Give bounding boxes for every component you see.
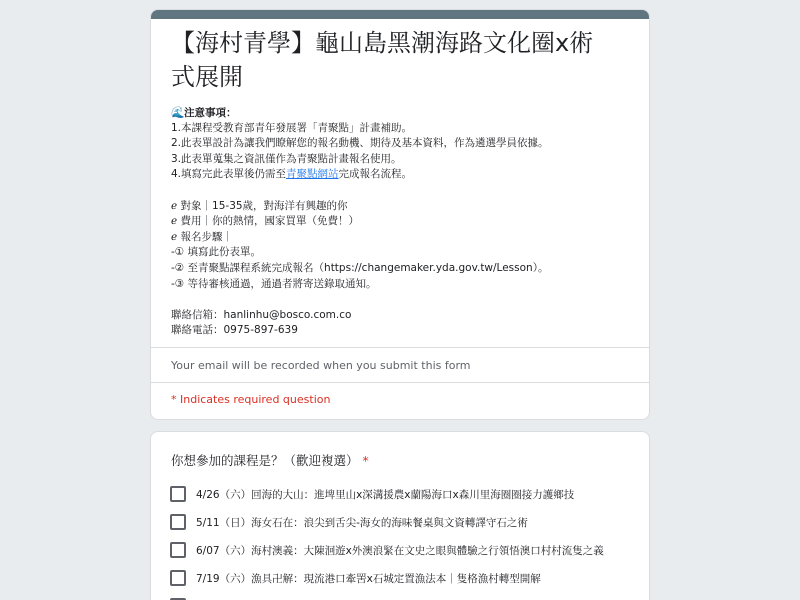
info-fee: ℯ 費用｜你的熱情，國家買單（免費！） [171, 215, 360, 228]
question-title [171, 451, 369, 469]
notice-item-2: 2.此表單設計為讓我們瞭解您的報名動機、期待及基本資料，作為遴選學員依據。 [171, 137, 549, 150]
info-steps-heading: ℯ 報名步驟｜ [171, 230, 234, 243]
notice-heading: 注意事項： [184, 107, 237, 119]
checkbox[interactable] [170, 542, 186, 558]
notice-item-4-suffix: 完成報名流程。 [338, 168, 413, 181]
notice-item-4 [171, 167, 631, 183]
course-option[interactable] [170, 512, 640, 532]
spacer [171, 292, 631, 308]
required-asterisk: * [362, 453, 369, 468]
course-option[interactable] [170, 484, 640, 504]
question-card [150, 431, 650, 600]
course-option[interactable] [170, 568, 640, 588]
contact-phone: 聯絡電話：0975-897-639 [171, 324, 298, 337]
checkbox[interactable] [170, 514, 186, 530]
info-target: ℯ 對象｜15-35歲，對海洋有興趣的你 [171, 199, 348, 212]
divider [151, 347, 650, 348]
divider [151, 382, 650, 383]
wave-icon: 🌊 [171, 106, 185, 119]
form-description [171, 105, 631, 339]
form-header-card [150, 9, 650, 420]
course-option-label: 7/19（六）漁具卍解：現流港口牽罟x石城定置漁法本｜隻格漁村轉型開解 [196, 572, 541, 585]
required-question-note: * Indicates required question [171, 393, 331, 406]
youth-hub-website-link[interactable]: 青聚點網站 [286, 168, 339, 181]
info-step-3: -③ 等待審核通過，通過者將寄送錄取通知。 [171, 277, 377, 290]
checkbox[interactable] [170, 570, 186, 586]
spacer [171, 183, 631, 199]
info-step-2: -② 至青聚點課程系統完成報名（https://changemaker.yda.gov.tw/Lesson）。 [171, 261, 549, 274]
form-title-line1: 【海村青學】龜山島黑潮海路文化圈x術 [171, 29, 594, 57]
course-option[interactable] [170, 540, 640, 560]
course-option[interactable] [170, 596, 640, 600]
form-title-line2: 式展開 [171, 63, 243, 91]
notice-item-4-prefix: 4.填寫完此表單後仍需至 [171, 168, 287, 181]
info-step-1: -① 填寫此份表單。 [171, 246, 262, 259]
course-option-label: 4/26（六）回海的大山：進埤里山x深溝援農x蘭陽海口x森川里海圈圈接力護鄉技 [196, 488, 575, 501]
course-option-label: 6/07（六）海村澳義：大陳洄遊x外澳浪緊在文史之眼與體驗之行領悟澳口村村流隻之義 [196, 544, 604, 557]
course-option-label: 5/11（日）海女石在：浪尖到舌尖-海女的海味餐桌與文資轉譯守石之術 [196, 516, 528, 529]
notice-item-3: 3.此表單蒐集之資訊僅作為青聚點計畫報名使用。 [171, 152, 402, 165]
notice-item-1: 1.本課程受教育部青年發展署「青聚點」計畫補助。 [171, 121, 413, 134]
question-title-text: 你想參加的課程是？（歡迎複選） [171, 453, 359, 468]
contact-email: 聯絡信箱：hanlinhu@bosco.com.co [171, 308, 352, 321]
form-title [171, 26, 621, 94]
notice-heading-line [171, 105, 631, 121]
checkbox[interactable] [170, 486, 186, 502]
header-accent-bar [151, 10, 649, 19]
email-record-note: Your email will be recorded when you submit this form [171, 359, 471, 372]
